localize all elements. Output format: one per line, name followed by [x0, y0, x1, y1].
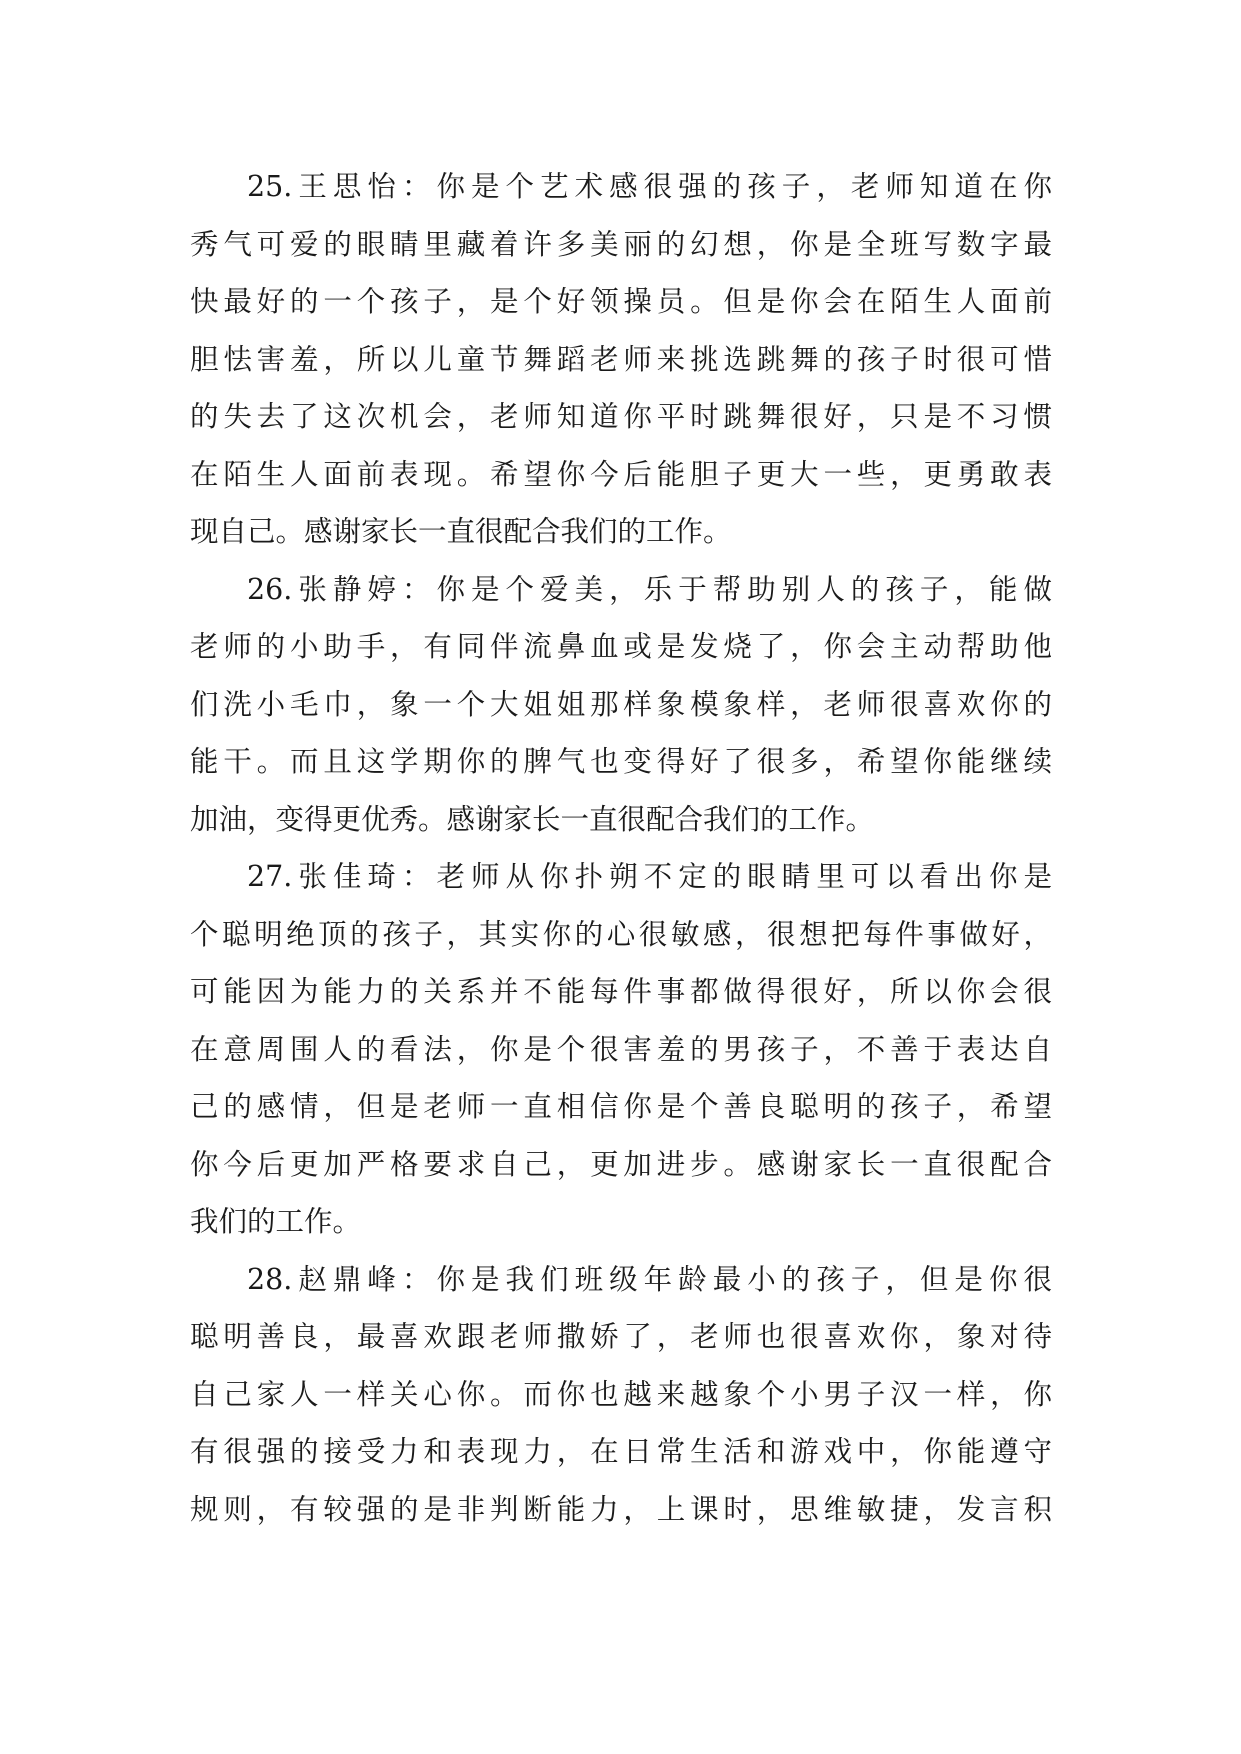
text-line: 在意周围人的看法，你是个很害羞的男孩子，不善于表达自: [190, 1032, 1052, 1066]
text-line: 秀气可爱的眼睛里藏着许多美丽的幻想，你是全班写数字最: [190, 227, 1052, 261]
paragraph-25: [190, 158, 1052, 561]
text-line: 规则，有较强的是非判断能力，上课时，思维敏捷，发言积: [190, 1492, 1052, 1526]
text-line: 胆怯害羞，所以儿童节舞蹈老师来挑选跳舞的孩子时很可惜: [190, 342, 1052, 376]
text-line: 能干。而且这学期你的脾气也变得好了很多，希望你能继续: [190, 745, 1052, 778]
text-line: 自己家人一样关心你。而你也越来越象个小男子汉一样，你: [190, 1377, 1052, 1411]
text-line: 27.张佳琦：老师从你扑朔不定的眼睛里可以看出你是: [247, 860, 1052, 893]
text-line: 快最好的一个孩子，是个好领操员。但是你会在陌生人面前: [190, 285, 1052, 318]
text-line: 28.赵鼎峰：你是我们班级年龄最小的孩子，但是你很: [247, 1262, 1052, 1296]
paragraph-26: [190, 561, 1052, 849]
paragraph-27: [190, 848, 1052, 1251]
text-line: 我们的工作。: [190, 1205, 362, 1238]
text-line: 的失去了这次机会，老师知道你平时跳舞很好，只是不习惯: [190, 400, 1052, 433]
text-line: 老师的小助手，有同伴流鼻血或是发烧了，你会主动帮助他: [190, 630, 1052, 663]
paragraph-28: [190, 1251, 1052, 1539]
document-page: [190, 158, 1052, 1538]
text-line: 加油，变得更优秀。感谢家长一直很配合我们的工作。: [190, 802, 875, 836]
text-line: 有很强的接受力和表现力，在日常生活和游戏中，你能遵守: [190, 1435, 1052, 1468]
text-line: 己的感情，但是老师一直相信你是个善良聪明的孩子，希望: [190, 1090, 1052, 1123]
text-line: 在陌生人面前表现。希望你今后能胆子更大一些，更勇敢表: [190, 457, 1052, 491]
text-line: 个聪明绝顶的孩子，其实你的心很敏感，很想把每件事做好，: [190, 917, 1052, 951]
text-line: 现自己。感谢家长一直很配合我们的工作。: [190, 515, 732, 548]
text-line: 们洗小毛巾，象一个大姐姐那样象模象样，老师很喜欢你的: [190, 687, 1052, 721]
text-line: 26.张静婷：你是个爱美，乐于帮助别人的孩子，能做: [247, 572, 1052, 606]
text-line: 聪明善良，最喜欢跟老师撒娇了，老师也很喜欢你，象对待: [190, 1320, 1052, 1353]
text-line: 可能因为能力的关系并不能每件事都做得很好，所以你会很: [190, 975, 1052, 1008]
text-line: 25.王思怡：你是个艺术感很强的孩子，老师知道在你: [247, 170, 1052, 203]
text-line: 你今后更加严格要求自己，更加进步。感谢家长一直很配合: [190, 1147, 1052, 1181]
